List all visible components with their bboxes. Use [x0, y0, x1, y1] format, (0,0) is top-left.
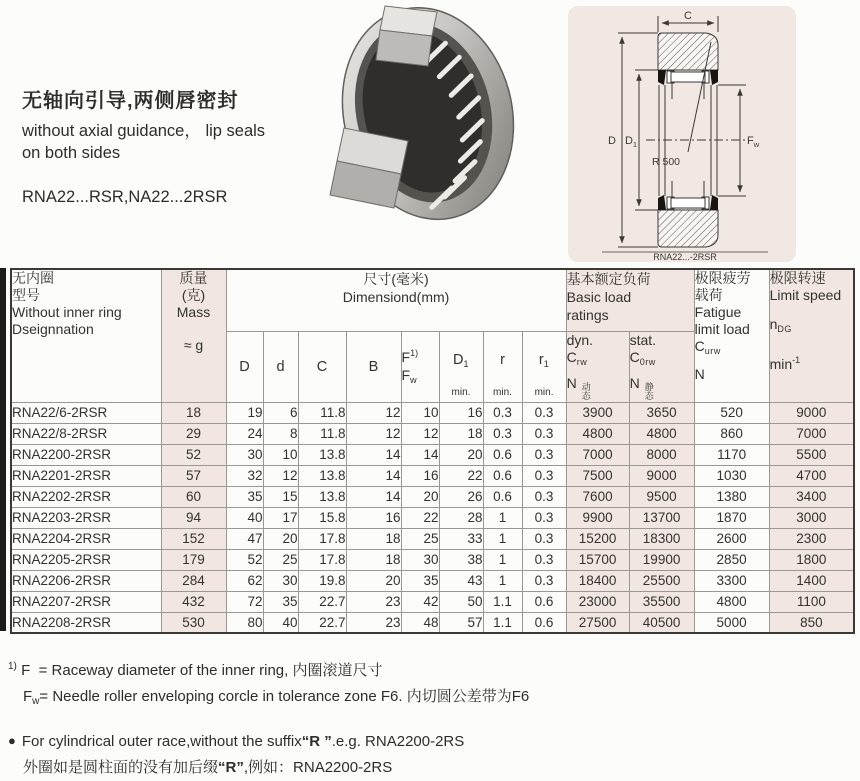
value-cell: 80	[226, 612, 263, 633]
value-cell: 9000	[629, 465, 694, 486]
value-cell: 15700	[566, 549, 629, 570]
table-row	[11, 486, 854, 507]
value-cell: 62	[226, 570, 263, 591]
value-cell: 23	[346, 591, 401, 612]
header-dims-cn: 尺寸(毫米)	[363, 271, 429, 287]
value-cell: 19	[226, 402, 263, 423]
value-cell: 1.1	[483, 612, 522, 633]
header-mass-cn: 质量	[179, 270, 208, 286]
model-cell: RNA2207-2RSR	[11, 591, 161, 612]
value-cell: 33	[439, 528, 483, 549]
dim-label-fw: $F_w$	[747, 135, 760, 149]
header-mass-approx: ≈ g	[183, 337, 204, 353]
page-edge-bar	[0, 268, 6, 631]
value-cell: 60	[161, 486, 226, 507]
value-cell: 16	[439, 402, 483, 423]
value-cell: 57	[161, 465, 226, 486]
value-cell: 12	[346, 423, 401, 444]
value-cell: 1.1	[483, 591, 522, 612]
value-cell: 12	[346, 402, 401, 423]
value-cell: 1380	[694, 486, 769, 507]
series-designation: RNA22...RSR,NA22...2RSR	[22, 188, 228, 206]
value-cell: 94	[161, 507, 226, 528]
header-model	[11, 269, 161, 402]
value-cell: 9000	[769, 402, 854, 423]
value-cell: 14	[346, 486, 401, 507]
value-cell: 12	[263, 465, 298, 486]
radius-label: R 500	[652, 156, 681, 168]
value-cell: 20	[263, 528, 298, 549]
value-cell: 42	[401, 591, 439, 612]
value-cell: 35	[263, 591, 298, 612]
value-cell: 0.3	[522, 423, 566, 444]
table-rows	[11, 402, 854, 633]
model-cell: RNA2208-2RSR	[11, 612, 161, 633]
header-fatigue	[694, 269, 769, 402]
note-cylindrical-cn: 外圈如是圆柱面的没有加后缀“R”,例如：RNA2200-2RS	[23, 759, 393, 776]
value-cell: 0.6	[522, 591, 566, 612]
table-row	[11, 591, 854, 612]
col-d: d	[263, 331, 298, 402]
value-cell: 23	[346, 612, 401, 633]
value-cell: 5000	[694, 612, 769, 633]
value-cell: 12	[401, 423, 439, 444]
col-dyn: dyn. $C_{rw}$ N 动 态	[566, 331, 629, 402]
value-cell: 3900	[566, 402, 629, 423]
model-cell: RNA2206-2RSR	[11, 570, 161, 591]
header-speed-cn: 极限转速	[769, 270, 826, 286]
dim-label-d1: $D_1$	[624, 135, 638, 149]
header-dims-en: Dimensiond(mm)	[342, 289, 450, 305]
value-cell: 14	[401, 444, 439, 465]
value-cell: 24	[226, 423, 263, 444]
header-speed-en: Limit speed	[769, 287, 842, 303]
header-fatigue-en2: limit load	[694, 321, 750, 337]
page-title-en-line2: on both sides	[22, 144, 121, 162]
value-cell: 14	[346, 465, 401, 486]
bearing-photo	[288, 0, 563, 240]
value-cell: 17.8	[298, 528, 346, 549]
value-cell: 35	[401, 570, 439, 591]
value-cell: 0.6	[483, 486, 522, 507]
header-mass	[161, 269, 226, 402]
model-cell: RNA22/6-2RSR	[11, 402, 161, 423]
value-cell: 1	[483, 570, 522, 591]
header-fatigue-en1: Fatigue	[694, 304, 742, 320]
dim-label-d: D	[608, 135, 616, 147]
value-cell: 22	[401, 507, 439, 528]
value-cell: 0.3	[522, 486, 566, 507]
value-cell: 22	[439, 465, 483, 486]
value-cell: 1030	[694, 465, 769, 486]
page-title-en	[22, 120, 265, 164]
col-r1: $r_1$ min.	[522, 331, 566, 402]
header-speed-unit: $\min^{-1}$	[769, 355, 801, 372]
header-loads-en2: ratings	[566, 307, 609, 323]
value-cell: 9500	[629, 486, 694, 507]
value-cell: 7600	[566, 486, 629, 507]
page-title-en-line1: without axial guidance， lip seals	[22, 122, 266, 140]
value-cell: 32	[226, 465, 263, 486]
page-title-cn: 无轴向引导,两侧唇密封	[22, 90, 239, 112]
table-row	[11, 444, 854, 465]
value-cell: 11.8	[298, 423, 346, 444]
value-cell: 18400	[566, 570, 629, 591]
value-cell: 17.8	[298, 549, 346, 570]
value-cell: 179	[161, 549, 226, 570]
value-cell: 0.3	[522, 528, 566, 549]
header-mass-unit-cn: (克)	[181, 287, 206, 303]
value-cell: 1170	[694, 444, 769, 465]
value-cell: 3000	[769, 507, 854, 528]
dim-label-c: C	[684, 10, 692, 22]
value-cell: 13700	[629, 507, 694, 528]
value-cell: 43	[439, 570, 483, 591]
col-F-Fw: $F^{1)}$ $F_w$	[401, 331, 439, 402]
value-cell: 6	[263, 402, 298, 423]
value-cell: 1	[483, 528, 522, 549]
header-limit-speed	[769, 269, 854, 402]
value-cell: 52	[161, 444, 226, 465]
table-row	[11, 465, 854, 486]
value-cell: 35500	[629, 591, 694, 612]
table-row	[11, 528, 854, 549]
footnotes	[8, 654, 529, 781]
model-cell: RNA2203-2RSR	[11, 507, 161, 528]
value-cell: 14	[346, 444, 401, 465]
value-cell: 4800	[694, 591, 769, 612]
value-cell: 13.8	[298, 486, 346, 507]
value-cell: 19900	[629, 549, 694, 570]
value-cell: 2300	[769, 528, 854, 549]
value-cell: 38	[439, 549, 483, 570]
col-B: B	[346, 331, 401, 402]
value-cell: 0.6	[522, 612, 566, 633]
value-cell: 432	[161, 591, 226, 612]
value-cell: 1	[483, 507, 522, 528]
header-dimensions	[226, 269, 566, 331]
model-cell: RNA2200-2RSR	[11, 444, 161, 465]
value-cell: 0.3	[522, 549, 566, 570]
value-cell: 0.3	[522, 465, 566, 486]
value-cell: 30	[263, 570, 298, 591]
value-cell: 72	[226, 591, 263, 612]
value-cell: 11.8	[298, 402, 346, 423]
value-cell: 7000	[566, 444, 629, 465]
model-cell: RNA2205-2RSR	[11, 549, 161, 570]
header-fatigue-cn2: 载荷	[694, 287, 723, 303]
value-cell: 23000	[566, 591, 629, 612]
value-cell: 10	[263, 444, 298, 465]
col-D: D	[226, 331, 263, 402]
value-cell: 2850	[694, 549, 769, 570]
value-cell: 4800	[566, 423, 629, 444]
value-cell: 9900	[566, 507, 629, 528]
value-cell: 1100	[769, 591, 854, 612]
value-cell: 8000	[629, 444, 694, 465]
value-cell: 40500	[629, 612, 694, 633]
value-cell: 13.8	[298, 444, 346, 465]
value-cell: 26	[439, 486, 483, 507]
bullet-icon: ●	[8, 733, 16, 748]
value-cell: 20	[401, 486, 439, 507]
value-cell: 15200	[566, 528, 629, 549]
value-cell: 8	[263, 423, 298, 444]
value-cell: 25	[401, 528, 439, 549]
value-cell: 13.8	[298, 465, 346, 486]
value-cell: 25500	[629, 570, 694, 591]
dimension-diagram	[568, 6, 796, 262]
value-cell: 4700	[769, 465, 854, 486]
value-cell: 40	[263, 612, 298, 633]
value-cell: 18	[161, 402, 226, 423]
value-cell: 52	[226, 549, 263, 570]
value-cell: 22.7	[298, 612, 346, 633]
value-cell: 5500	[769, 444, 854, 465]
value-cell: 20	[346, 570, 401, 591]
value-cell: 40	[226, 507, 263, 528]
model-cell: RNA2202-2RSR	[11, 486, 161, 507]
value-cell: 3400	[769, 486, 854, 507]
header-model-en1: Without inner ring	[12, 304, 122, 320]
value-cell: 0.3	[522, 444, 566, 465]
table-row	[11, 402, 854, 423]
value-cell: 15	[263, 486, 298, 507]
value-cell: 30	[226, 444, 263, 465]
value-cell: 0.3	[522, 507, 566, 528]
value-cell: 18	[346, 549, 401, 570]
model-cell: RNA2204-2RSR	[11, 528, 161, 549]
value-cell: 1	[483, 549, 522, 570]
table-row	[11, 423, 854, 444]
value-cell: 22.7	[298, 591, 346, 612]
value-cell: 0.3	[522, 570, 566, 591]
value-cell: 0.3	[522, 402, 566, 423]
note-cylindrical-en: ● For cylindrical outer race,without the suffix“R ”.e.g. RNA2200-2RS	[8, 733, 465, 750]
header-speed-symbol: $n_{DG}$	[769, 316, 792, 334]
table-row	[11, 549, 854, 570]
value-cell: 284	[161, 570, 226, 591]
value-cell: 7500	[566, 465, 629, 486]
header-fatigue-symbol: $C_{urw}$	[694, 338, 721, 356]
value-cell: 0.6	[483, 465, 522, 486]
diagram-caption: RNA22...-2RSR	[653, 252, 717, 262]
intro-block	[22, 84, 265, 207]
table-row	[11, 570, 854, 591]
value-cell: 29	[161, 423, 226, 444]
diagram-svg	[568, 6, 796, 262]
value-cell: 4800	[629, 423, 694, 444]
value-cell: 850	[769, 612, 854, 633]
model-cell: RNA2201-2RSR	[11, 465, 161, 486]
value-cell: 28	[439, 507, 483, 528]
header-model-cn1: 无内圈	[12, 270, 54, 286]
value-cell: 47	[226, 528, 263, 549]
value-cell: 0.3	[483, 402, 522, 423]
value-cell: 860	[694, 423, 769, 444]
value-cell: 3300	[694, 570, 769, 591]
header-load-ratings	[566, 269, 694, 331]
value-cell: 25	[263, 549, 298, 570]
value-cell: 19.8	[298, 570, 346, 591]
value-cell: 16	[401, 465, 439, 486]
header-fatigue-unit: N	[694, 366, 705, 382]
value-cell: 50	[439, 591, 483, 612]
col-D1: $D_1$ min.	[439, 331, 483, 402]
value-cell: 17	[263, 507, 298, 528]
col-stat: stat. $C_{0rw}$ N 静 态	[629, 331, 694, 402]
footnote-f: $^{1)}$ F = Raceway diameter of the inner ring, 内圈滚道尺寸	[8, 661, 383, 679]
col-C: C	[298, 331, 346, 402]
value-cell: 0.3	[483, 423, 522, 444]
value-cell: 2600	[694, 528, 769, 549]
header-model-cn2: 型号	[12, 287, 40, 303]
value-cell: 1800	[769, 549, 854, 570]
footnote-fw: $F_w=$ Needle roller enveloping corcle in tolerance zone F6. 内切圆公差带为F6	[23, 688, 530, 707]
value-cell: 520	[694, 402, 769, 423]
value-cell: 10	[401, 402, 439, 423]
diagram-lines	[602, 16, 768, 252]
value-cell: 0.6	[483, 444, 522, 465]
value-cell: 16	[346, 507, 401, 528]
model-cell: RNA22/8-2RSR	[11, 423, 161, 444]
value-cell: 15.8	[298, 507, 346, 528]
header-loads-cn: 基本额定负荷	[566, 271, 651, 287]
value-cell: 1870	[694, 507, 769, 528]
header-fatigue-cn1: 极限疲劳	[694, 270, 751, 286]
value-cell: 20	[439, 444, 483, 465]
table-row	[11, 507, 854, 528]
value-cell: 30	[401, 549, 439, 570]
table-row	[11, 612, 854, 633]
header-loads-en1: Basic load	[566, 289, 632, 305]
value-cell: 3650	[629, 402, 694, 423]
value-cell: 48	[401, 612, 439, 633]
value-cell: 1400	[769, 570, 854, 591]
value-cell: 152	[161, 528, 226, 549]
col-r: r min.	[483, 331, 522, 402]
value-cell: 530	[161, 612, 226, 633]
header-mass-en: Mass	[176, 304, 211, 320]
value-cell: 18	[439, 423, 483, 444]
value-cell: 35	[226, 486, 263, 507]
value-cell: 18300	[629, 528, 694, 549]
value-cell: 7000	[769, 423, 854, 444]
header-model-en2: Dseignnation	[12, 321, 94, 337]
value-cell: 27500	[566, 612, 629, 633]
value-cell: 18	[346, 528, 401, 549]
value-cell: 57	[439, 612, 483, 633]
bearing-spec-table	[10, 268, 855, 634]
